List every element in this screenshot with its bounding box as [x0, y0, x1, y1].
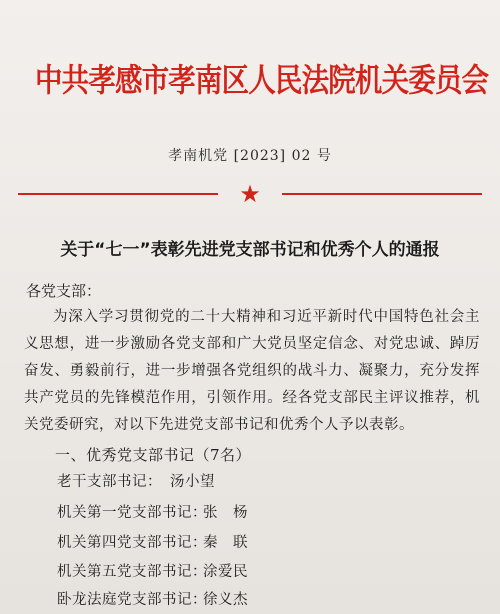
document-header: 中共孝感市孝南区人民法院机关委员会	[35, 61, 489, 99]
body-paragraph: 为深入学习贯彻党的二十大精神和习近平新时代中国特色社会主义思想，进一步激励各党支部和广大党员坚定信念、对党忠诚、踔厉奋发、勇毅前行，进一步增强各党组织的战斗力、凝聚力，充分发挥共产党员的先锋模范作用，引领作用。经各党支部民主评议推荐，机关党委研究，对以下先进党支部书记和优秀个人予以表彰。	[24, 309, 480, 433]
branch-label: 机关第一党支部书记：	[57, 505, 207, 521]
section-heading: 一、优秀党支部书记（7名）	[55, 446, 252, 464]
document-title: 关于“七一”表彰先进党支部书记和优秀个人的通报	[60, 240, 440, 260]
list-item	[0, 470, 500, 496]
list-item	[0, 588, 500, 614]
list-item	[0, 560, 500, 586]
star-icon: ★	[239, 180, 261, 208]
list-item	[0, 531, 500, 557]
awardee-name: 涂爱民	[203, 564, 248, 580]
salutation: 各党支部：	[26, 282, 102, 300]
awardee-name: 汤小望	[170, 474, 215, 490]
awardee-name: 秦 联	[203, 535, 248, 551]
red-divider	[18, 182, 482, 206]
list-item	[0, 501, 500, 527]
divider-line-right	[282, 193, 482, 195]
branch-label: 机关第四党支部书记：	[57, 535, 207, 551]
awardee-name: 张 杨	[203, 505, 248, 521]
document-number: 孝南机党 [2023] 02 号	[168, 148, 332, 164]
branch-label: 卧龙法庭党支部书记：	[57, 592, 207, 608]
branch-label: 老干支部书记：	[57, 474, 162, 490]
divider-line-left	[18, 193, 218, 195]
branch-label: 机关第五党支部书记：	[57, 564, 207, 580]
awardee-name: 徐义杰	[203, 592, 248, 608]
